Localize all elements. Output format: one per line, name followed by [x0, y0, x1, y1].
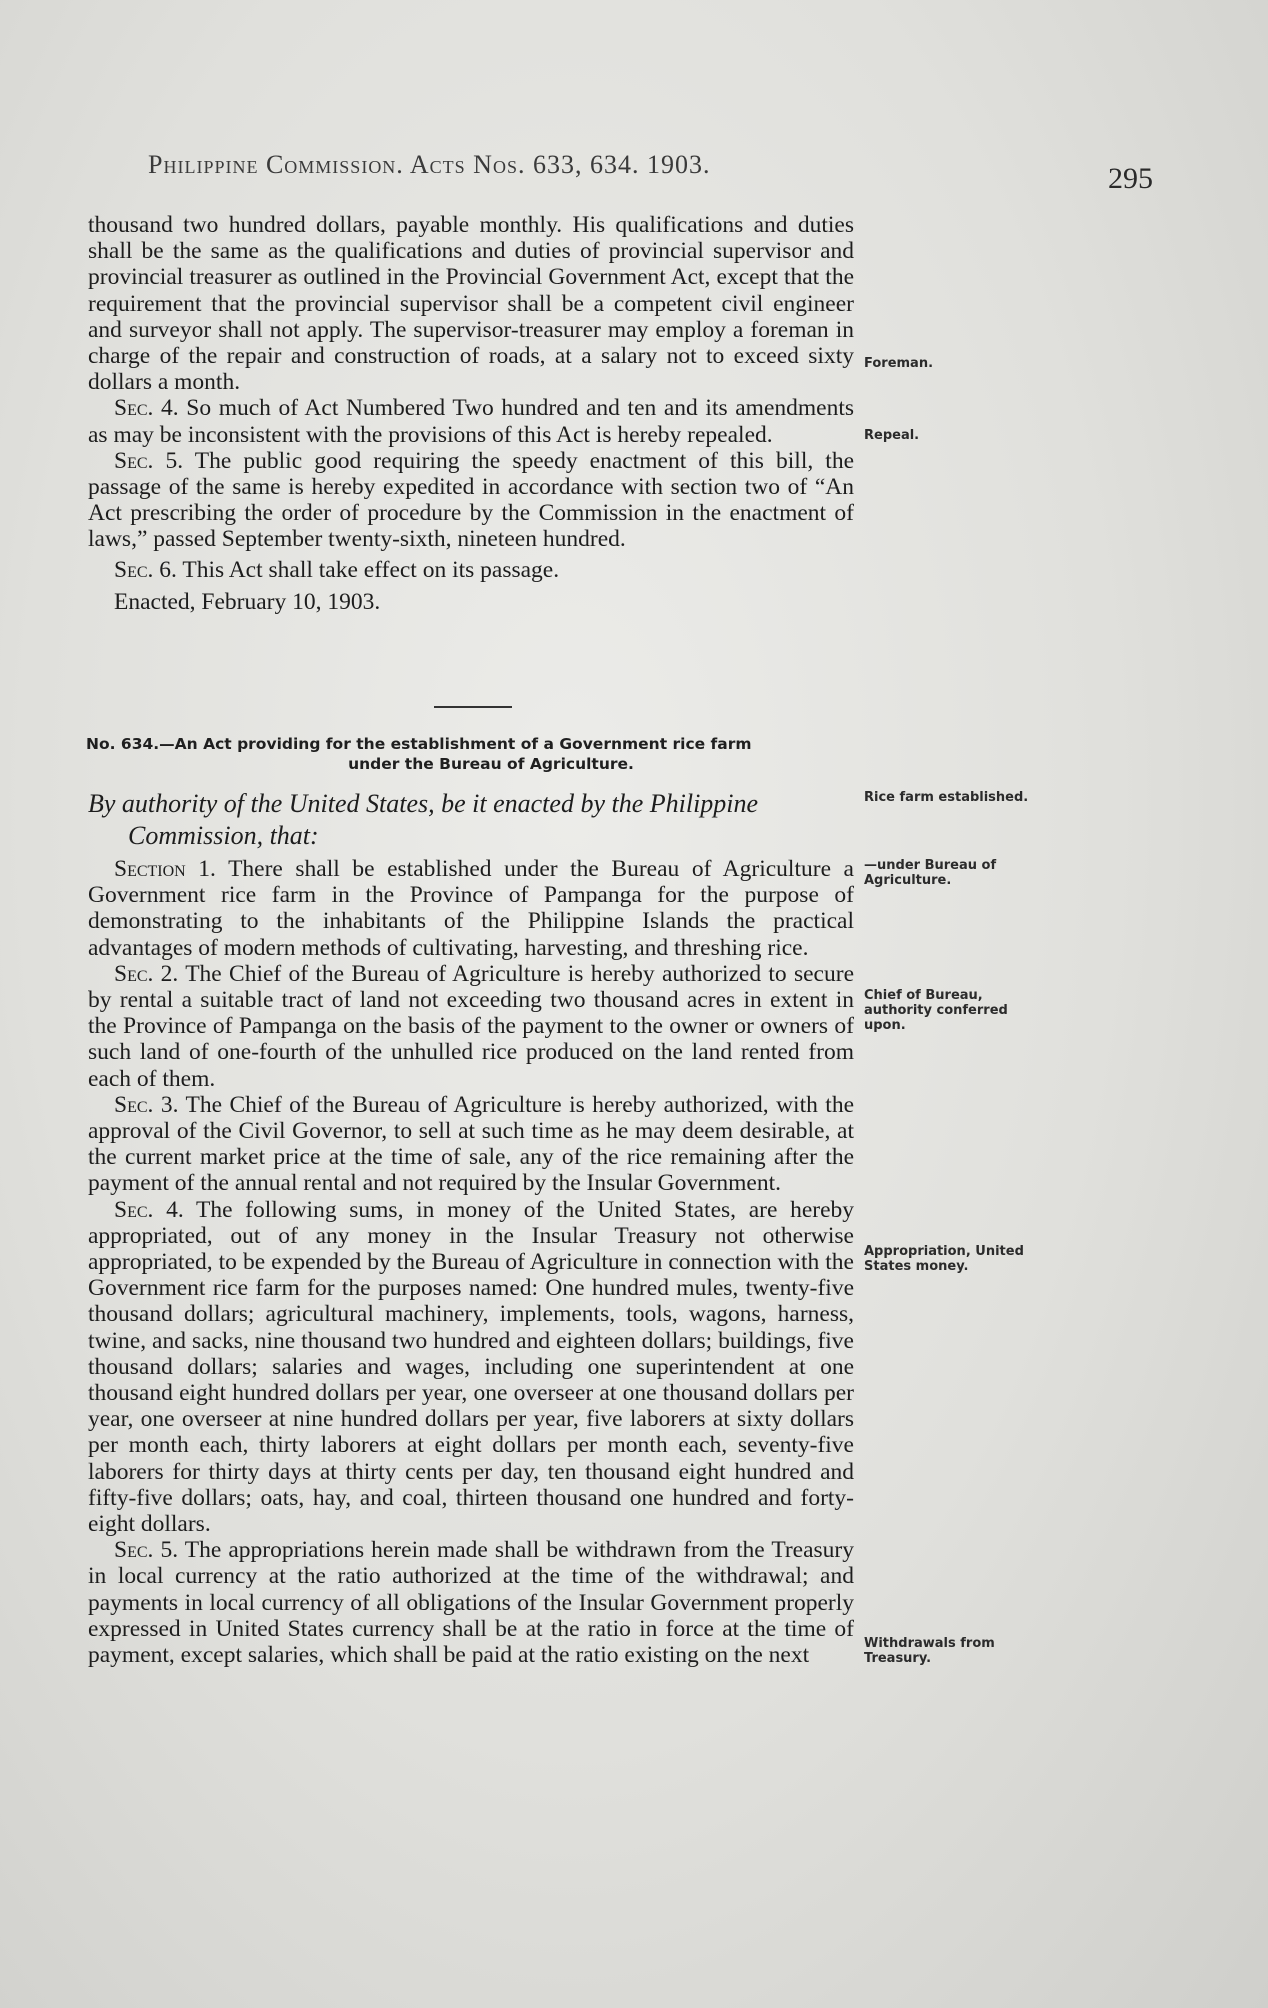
margin-note-withdrawals: Withdrawals from Treasury.	[864, 1636, 995, 1666]
act-634-section-3: Sec. 3. The Chief of the Bureau of Agriculture is hereby authorized, with the approval of the Civil Governor, to sell at such time as he may deem desirable, at the current market price at the time of sale, any of the rice remaining after the payment of the annual rental and not required by the Insular Government.	[88, 1091, 855, 1197]
act-633-conclusion	[88, 212, 854, 615]
margin-note-foreman: Foreman.	[864, 356, 934, 371]
section-divider	[434, 706, 512, 708]
margin-note-chief-authority: Chief of Bureau, authority conferred upon.	[864, 988, 1008, 1033]
act-633-section-5: Sec. 5. The public good requiring the speedy enactment of this bill, the passage of the same is hereby expedited in accordance with section two of “An Act prescribing the order of procedure by the Commission in the enactment of laws,” passed September twenty-sixth, nineteen hundred.	[88, 447, 855, 553]
page-number: 295	[1108, 162, 1153, 195]
continuation-paragraph: thousand two hundred dollars, payable monthly. His qualifications and duties shall be the same as the qualifications and duties of provincial supervisor and provincial treasurer as outlined in the Provincial Government Act, except that the requirement that the provincial supervisor shall be a competent civil engineer and surveyor shall not apply. The supervisor-treasurer may employ a foreman in charge of the repair and construction of roads, at a salary not to exceed sixty dollars a month.	[88, 212, 854, 396]
margin-note-repeal: Repeal.	[864, 428, 920, 443]
running-head: Philippine Commission. Acts Nos. 633, 634. 1903.	[148, 150, 711, 179]
act-634-section-2: Sec. 2. The Chief of the Bureau of Agriculture is hereby authorized to secure by rental a suitable tract of land not exceeding two thousand acres in extent in the Province of Pampanga on the basis of the payment to the owner or owners of such land of one-fourth of the unhulled rice produced on the land rented from each of them.	[88, 960, 854, 1092]
act-634-heading	[86, 734, 856, 774]
act-633-section-6: Sec. 6. This Act shall take effect on its passage.	[114, 556, 560, 583]
enacted-date: Enacted, February 10, 1903.	[114, 588, 381, 615]
margin-note-rice-farm: Rice farm established.	[864, 790, 1029, 805]
margin-note-under-bureau: —under Bureau of Agriculture.	[864, 858, 997, 888]
act-title-line2: under the Bureau of Agriculture.	[348, 755, 634, 773]
act-number: No. 634.	[86, 735, 160, 753]
enacting-clause: By authority of the United States, be it enacted by the Philippine Commission, that:	[88, 789, 759, 850]
act-634-section-5: Sec. 5. The appropriations herein made shall be withdrawn from the Treasury in local currency at the ratio authorized at the time of the withdrawal; and payments in local currency of all obligations of the Insular Government properly expressed in United States currency shall be at the ratio in force at the time of payment, except salaries, which shall be paid at the ratio existing on the next	[88, 1537, 855, 1669]
act-634-body	[88, 856, 854, 1668]
act-634-section-1: Section 1. There shall be established under the Bureau of Agriculture a Government rice farm in the Province of Pampanga for the purpose of demonstrating to the inhabitants of the Philippine Islands the practical advantages of modern methods of cultivating, harvesting, and threshing rice.	[88, 856, 854, 961]
act-633-section-4: Sec. 4. So much of Act Numbered Two hundred and ten and its amendments as may be inconsistent with the provisions of this Act is hereby repealed.	[88, 395, 855, 448]
act-title-line1: —An Act providing for the establishment of a Government rice farm	[159, 735, 752, 753]
margin-note-appropriation: Appropriation, United States money.	[864, 1244, 1024, 1274]
act-634-section-4: Sec. 4. The following sums, in money of the United States, are hereby appropriated, out of any money in the Insular Treasury not otherwise appropriated, to be expended by the Bureau of Agriculture in connection with the Government rice farm for the purposes named: One hundred mules, twenty-five thousand dollars; agricultural machinery, implements, tools, wagons, harness, twine, and sacks, nine thousand two hundred and eighteen dollars; buildings, five thousand dollars; salaries and wages, including one superintendent at one thousand eight hundred dollars per year, one overseer at one thousand dollars per year, one overseer at nine hundred dollars per year, five laborers at sixty dollars per month each, thirty laborers at eight dollars per month each, seventy-five laborers for thirty days at thirty cents per day, ten thousand eight hundred and fifty-five dollars; oats, hay, and coal, thirteen thousand one hundred and forty-eight dollars.	[88, 1196, 855, 1538]
